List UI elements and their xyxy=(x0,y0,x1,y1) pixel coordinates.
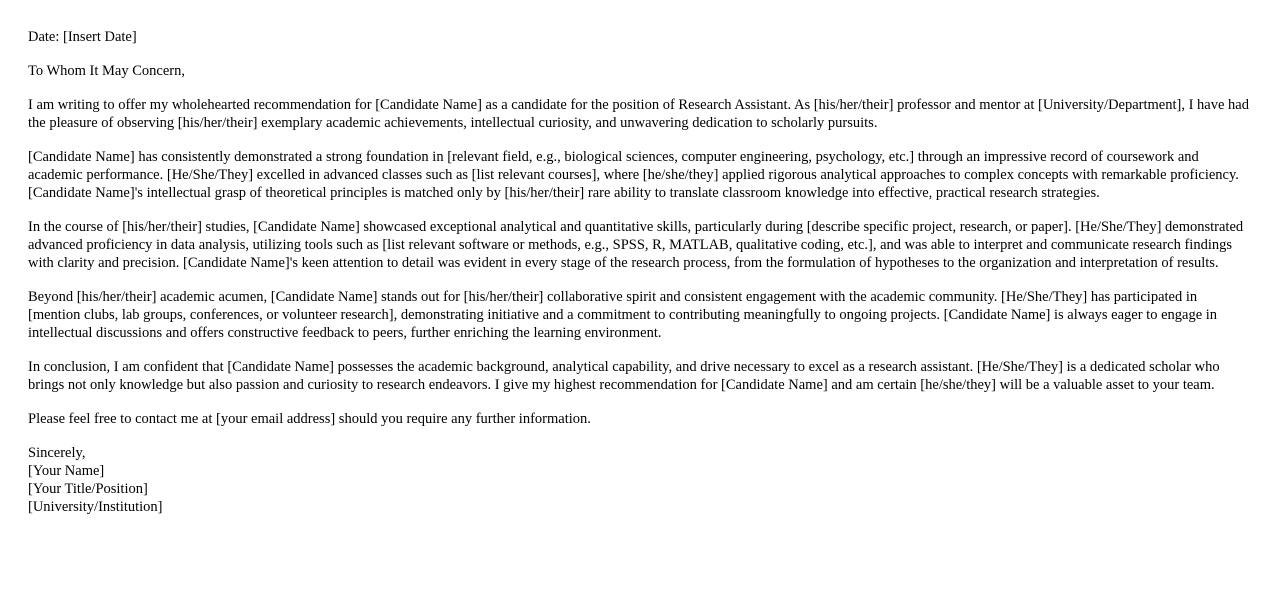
salutation: To Whom It May Concern, xyxy=(28,63,185,79)
body-paragraph-5: In conclusion, I am confident that [Candidate Name] possesses the academic background, analytical capability, and drive necessary to excel as a research assistant. [He/She/They] is a dedicated scholar who brings not only knowledge but also passion and curiosity to research endeavors. I give my highest recommendation for [Candidate Name] and am certain [he/she/they] will be a valuable asset to your team. xyxy=(28,359,1220,393)
body-paragraph-2: [Candidate Name] has consistently demonstrated a strong foundation in [relevant field, e.g., biological sciences, computer engineering, psychology, etc.] through an impressive record of coursework and academic performance. [He/She/They] excelled in advanced classes such as [list relevant courses], where [he/she/they] applied rigorous analytical approaches to complex concepts with remarkable proficiency. [Candidate Name]'s intellectual grasp of theoretical principles is matched only by [his/her/their] rare ability to translate classroom knowledge into effective, practical research strategies. xyxy=(28,149,1239,201)
recommendation-letter xyxy=(28,28,1253,516)
signer-title: [Your Title/Position] xyxy=(28,481,148,497)
body-paragraph-6: Please feel free to contact me at [your email address] should you require any further information. xyxy=(28,411,591,427)
date-line: Date: [Insert Date] xyxy=(28,29,137,45)
body-paragraph-3: In the course of [his/her/their] studies, [Candidate Name] showcased exceptional analytical and quantitative skills, particularly during [describe specific project, research, or paper]. [He/She/They] demonstrated advanced proficiency in data analysis, utilizing tools such as [list relevant software or methods, e.g., SPSS, R, MATLAB, qualitative coding, etc.], and was able to interpret and communicate research findings with clarity and precision. [Candidate Name]'s keen attention to detail was evident in every stage of the research process, from the formulation of hypotheses to the organization and interpretation of results. xyxy=(28,219,1244,271)
signer-institution: [University/Institution] xyxy=(28,499,163,515)
signer-name: [Your Name] xyxy=(28,463,105,479)
body-paragraph-1: I am writing to offer my wholehearted recommendation for [Candidate Name] as a candidate for the position of Research Assistant. As [his/her/their] professor and mentor at [University/Department], I have had the pleasure of observing [his/her/their] exemplary academic achievements, intellectual curiosity, and unwavering dedication to scholarly pursuits. xyxy=(28,97,1249,131)
signature-block xyxy=(28,444,1253,516)
body-paragraph-4: Beyond [his/her/their] academic acumen, [Candidate Name] stands out for [his/her/their] collaborative spirit and consistent engagement with the academic community. [He/She/They] has participated in [mention clubs, lab groups, conferences, or volunteer research], demonstrating initiative and a commitment to contributing meaningfully to ongoing projects. [Candidate Name] is always eager to engage in intellectual discussions and offers constructive feedback to peers, further enriching the learning environment. xyxy=(28,289,1218,341)
sign-off: Sincerely, xyxy=(28,445,86,461)
